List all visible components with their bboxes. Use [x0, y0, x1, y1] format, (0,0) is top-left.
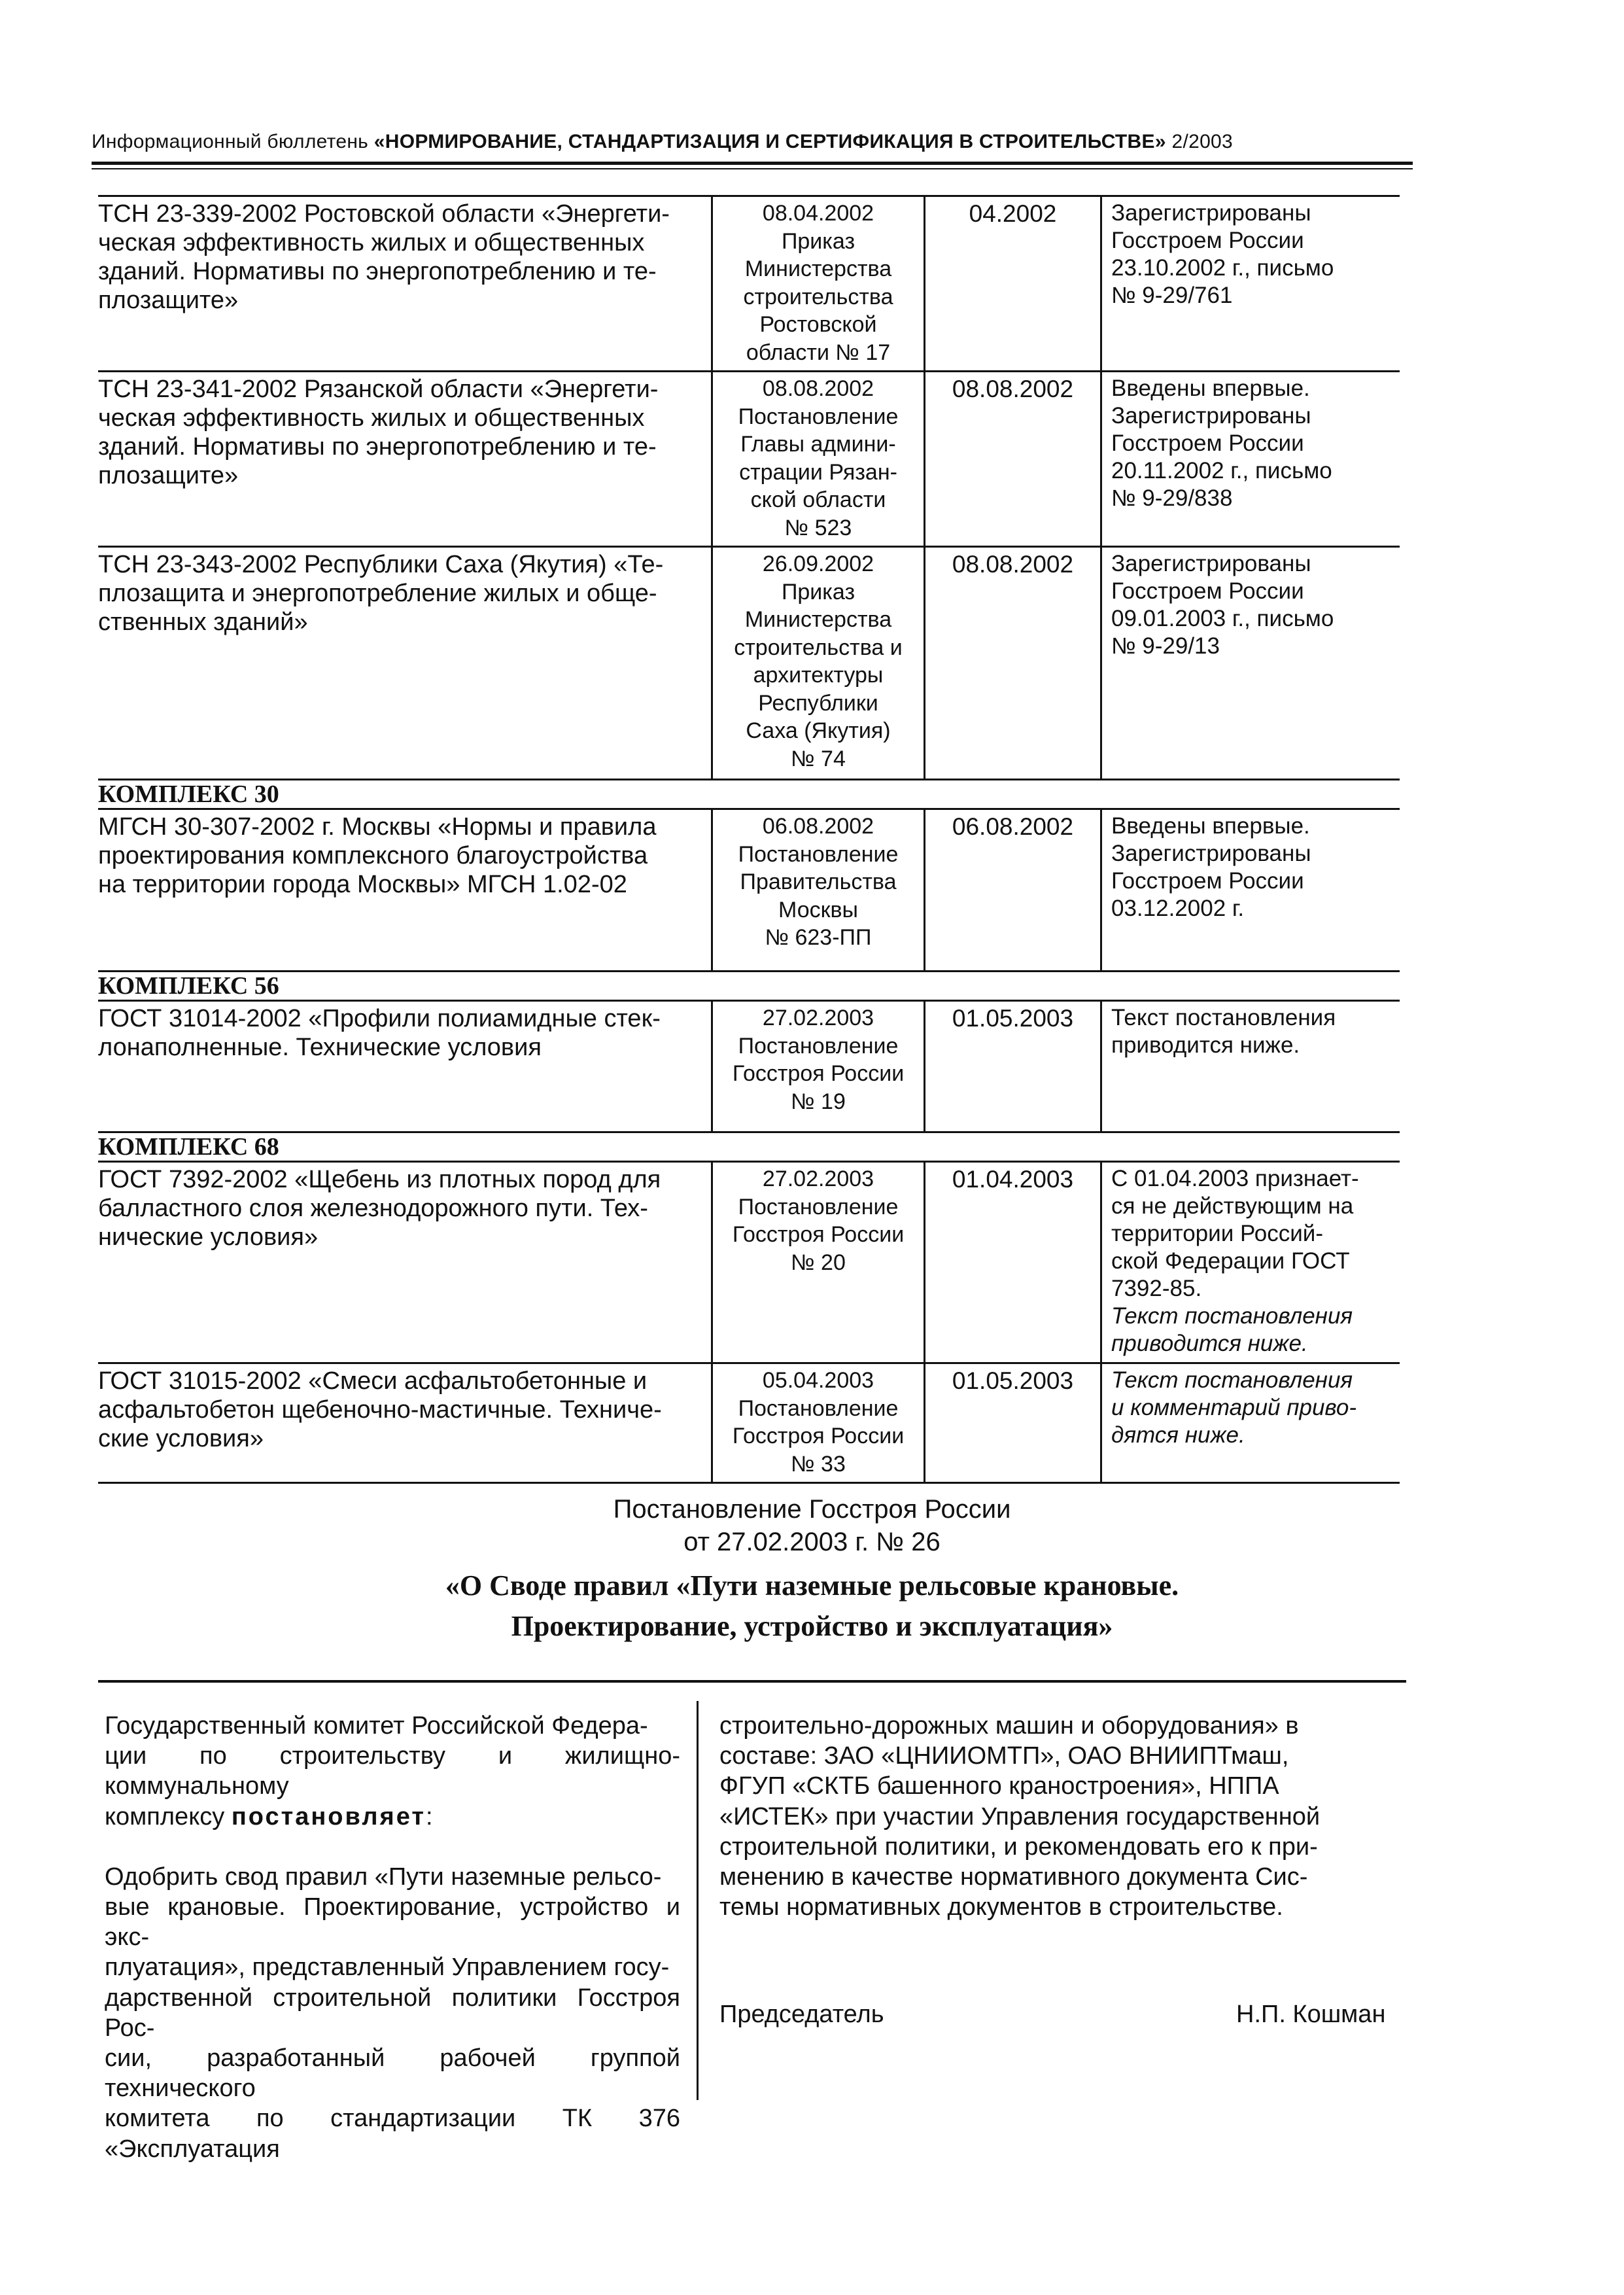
effective-date-cell: 01.05.2003	[925, 1364, 1102, 1482]
cell-line: ской Федерации ГОСТ	[1111, 1248, 1350, 1274]
cell-line: асфальтобетон щебеночно-мастичные. Техниче-	[98, 1396, 662, 1424]
body-line: Государственный комитет Российской Федера-	[105, 1712, 648, 1740]
resolution-line2: от 27.02.2003 г. № 26	[683, 1528, 941, 1556]
cell-line: ТСН 23-343-2002 Республики Саха (Якутия) «Те-	[98, 551, 664, 578]
note-cell	[1102, 810, 1400, 970]
cell-line: нические условия»	[98, 1223, 319, 1251]
body-line: комплексу	[105, 1802, 232, 1831]
cell-line: Госстроя России	[732, 1222, 905, 1247]
cell-line: 27.02.2003	[762, 1166, 874, 1191]
cell-line: строительства	[743, 284, 893, 309]
cell-line: ской области	[750, 487, 886, 512]
header-rule-thick	[92, 162, 1413, 165]
body-line: ФГУП «СКТБ башенного краностроения», НППА	[719, 1772, 1279, 1800]
document-cell	[98, 1163, 713, 1362]
header-title: «НОРМИРОВАНИЕ, СТАНДАРТИЗАЦИЯ И СЕРТИФИКАЦИЯ В СТРОИТЕЛЬСТВЕ»	[373, 131, 1166, 152]
cell-line: Ростовской	[759, 312, 877, 337]
body-line: комитета по стандартизации ТК 376 «Эксплуатация	[105, 2105, 680, 2163]
cell-line: зданий. Нормативы по энергопотреблению и те-	[98, 433, 657, 461]
order-cell	[713, 548, 925, 779]
document-cell	[98, 197, 713, 370]
cell-line: ТСН 23-341-2002 Рязанской области «Энергети-	[98, 376, 659, 403]
cell-line: Зарегистрированы	[1111, 200, 1311, 226]
body-para-1	[105, 1711, 680, 1832]
cell-line: приводится ниже.	[1111, 1331, 1308, 1356]
resolution-title2: Проектирование, устройство и эксплуатация»	[511, 1610, 1113, 1642]
cell-line: Текст постановления	[1111, 1303, 1353, 1329]
effective-date-cell: 08.08.2002	[925, 372, 1102, 546]
body-para-2	[105, 1862, 680, 2164]
cell-line: Приказ	[781, 579, 855, 604]
signature-name: Н.П. Кошман	[1236, 2001, 1386, 2028]
cell-line: 05.04.2003	[762, 1368, 874, 1393]
cell-line: Госстроем России	[1111, 578, 1304, 604]
cell-line: Введены впервые.	[1111, 376, 1310, 401]
cell-line: на территории города Москвы» МГСН 1.02-02	[98, 871, 627, 898]
cell-line: Текст постановления	[1111, 1367, 1353, 1393]
body-line: Одобрить свод правил «Пути наземные рельсо-	[105, 1863, 662, 1891]
cell-line: Министерства	[744, 607, 892, 632]
cell-line: Постановление	[738, 1395, 899, 1421]
body-line: составе: ЗАО «ЦНИИОМТП», ОАО ВНИИПТмаш,	[719, 1742, 1289, 1770]
cell-line: Министерства	[744, 256, 892, 281]
cell-line: 26.09.2002	[762, 552, 874, 576]
body-line: менению в качестве нормативного документа Сис-	[719, 1863, 1308, 1891]
body-para-3	[719, 1711, 1400, 1922]
section-heading: КОМПЛЕКС 30	[98, 779, 1400, 808]
body-line: сии, разработанный рабочей группой технического	[105, 2044, 680, 2103]
table-row	[98, 1161, 1400, 1362]
note-cell	[1102, 548, 1400, 779]
cell-line: ТСН 23-339-2002 Ростовской области «Энергети-	[98, 200, 670, 228]
body-left-column	[105, 1711, 680, 2164]
resolution-line1: Постановление Госстроя России	[613, 1495, 1011, 1524]
order-cell	[713, 1163, 925, 1362]
body-right-column	[719, 1711, 1400, 1922]
document-cell	[98, 1002, 713, 1131]
cell-line: лонаполненные. Технические условия	[98, 1034, 542, 1061]
cell-line: 23.10.2002 г., письмо	[1111, 255, 1334, 281]
cell-line: строительства и	[734, 635, 903, 660]
cell-line: № 523	[784, 515, 852, 540]
cell-line: Введены впервые.	[1111, 813, 1310, 839]
resolution-title1: «О Своде правил «Пути наземные рельсовые крановые.	[445, 1569, 1179, 1602]
order-cell	[713, 372, 925, 546]
cell-line: Постановление	[738, 1033, 899, 1059]
cell-line: 20.11.2002 г., письмо	[1111, 458, 1332, 483]
column-divider	[697, 1701, 699, 2100]
cell-line: области № 17	[746, 340, 891, 365]
cell-line: 08.08.2002	[762, 376, 874, 401]
running-header	[92, 131, 1233, 153]
table-row	[98, 370, 1400, 546]
signature-role: Председатель	[719, 2001, 884, 2028]
cell-line: № 623-ПП	[765, 925, 872, 950]
document-cell	[98, 1364, 713, 1482]
header-rule-thin	[92, 168, 1413, 169]
cell-line: 09.01.2003 г., письмо	[1111, 606, 1334, 631]
table-row	[98, 546, 1400, 779]
cell-line: ГОСТ 31014-2002 «Профили полиамидные стек-	[98, 1005, 661, 1032]
cell-line: Госстроя России	[732, 1061, 905, 1086]
body-line: ции по строительству и жилищно-коммунальному	[105, 1742, 680, 1800]
note-cell	[1102, 1163, 1400, 1362]
order-cell	[713, 810, 925, 970]
cell-line: № 19	[791, 1089, 846, 1114]
cell-line: Главы админи-	[740, 432, 896, 457]
note-cell	[1102, 1364, 1400, 1482]
body-line: вые крановые. Проектирование, устройство и экс-	[105, 1893, 680, 1952]
cell-line: № 20	[791, 1250, 846, 1275]
cell-line: № 74	[791, 746, 846, 771]
registry-table	[98, 195, 1400, 1484]
cell-line: Правительства	[740, 869, 897, 894]
section-heading: КОМПЛЕКС 68	[98, 1131, 1400, 1161]
cell-line: № 9-29/838	[1111, 485, 1233, 511]
table-row	[98, 808, 1400, 970]
effective-date-cell: 01.05.2003	[925, 1002, 1102, 1131]
cell-line: 27.02.2003	[762, 1006, 874, 1030]
decree-verb: постановляет	[231, 1802, 426, 1831]
cell-line: плозащите»	[98, 287, 239, 314]
body-line: :	[425, 1802, 433, 1831]
cell-line: ГОСТ 7392-2002 «Щебень из плотных пород для	[98, 1166, 661, 1193]
table-row	[98, 1362, 1400, 1484]
cell-line: Приказ	[781, 228, 855, 254]
cell-line: территории Россий-	[1111, 1221, 1324, 1246]
effective-date-cell: 06.08.2002	[925, 810, 1102, 970]
cell-line: Постановление	[738, 404, 899, 429]
body-line: «ИСТЕК» при участии Управления государственной	[719, 1802, 1321, 1831]
body-line: плуатация», представленный Управлением госу-	[105, 1953, 670, 1982]
cell-line: зданий. Нормативы по энергопотреблению и те-	[98, 258, 657, 285]
cell-line: Постановление	[738, 841, 899, 867]
document-cell	[98, 372, 713, 546]
cell-line: Москвы	[778, 897, 858, 922]
document-cell	[98, 548, 713, 779]
cell-line: плозащита и энергопотребление жилых и обще-	[98, 580, 657, 607]
cell-line: плозащите»	[98, 462, 239, 489]
cell-line: Зарегистрированы	[1111, 403, 1311, 429]
header-prefix: Информационный бюллетень	[92, 131, 369, 152]
order-cell	[713, 197, 925, 370]
cell-line: и комментарий приво-	[1111, 1395, 1357, 1420]
body-top-rule	[98, 1680, 1406, 1683]
note-cell	[1102, 197, 1400, 370]
section-heading: КОМПЛЕКС 56	[98, 970, 1400, 1000]
cell-line: Текст постановления	[1111, 1005, 1336, 1030]
cell-line: С 01.04.2003 признает-	[1111, 1166, 1359, 1191]
cell-line: архитектуры	[753, 663, 884, 688]
cell-line: № 33	[791, 1451, 846, 1477]
effective-date-cell: 04.2002	[925, 197, 1102, 370]
cell-line: МГСН 30-307-2002 г. Москвы «Нормы и правила	[98, 813, 657, 841]
cell-line: Зарегистрированы	[1111, 551, 1311, 576]
cell-line: № 9-29/13	[1111, 633, 1220, 659]
cell-line: ские условия»	[98, 1425, 264, 1452]
body-line: строительно-дорожных машин и оборудования» в	[719, 1712, 1299, 1740]
order-cell	[713, 1002, 925, 1131]
cell-line: Госстроем России	[1111, 868, 1304, 894]
cell-line: Зарегистрированы	[1111, 841, 1311, 866]
table-row	[98, 1000, 1400, 1131]
document-cell	[98, 810, 713, 970]
table-row	[98, 195, 1400, 370]
note-cell	[1102, 372, 1400, 546]
body-line: дарственной строительной политики Госстроя Рос-	[105, 1984, 680, 2042]
cell-line: ГОСТ 31015-2002 «Смеси асфальтобетонные и	[98, 1367, 648, 1395]
cell-line: ческая эффективность жилых и общественных	[98, 404, 645, 432]
cell-line: № 9-29/761	[1111, 283, 1233, 308]
header-issue: 2/2003	[1171, 131, 1234, 152]
cell-line: 06.08.2002	[762, 814, 874, 839]
cell-line: Постановление	[738, 1194, 899, 1219]
cell-line: страции Рязан-	[739, 459, 897, 485]
body-line: строительной политики, и рекомендовать его к при-	[719, 1832, 1318, 1861]
cell-line: приводится ниже.	[1111, 1032, 1300, 1058]
cell-line: 03.12.2002 г.	[1111, 896, 1245, 921]
cell-line: Госстроя России	[732, 1424, 905, 1448]
cell-line: Госстроем России	[1111, 430, 1304, 456]
effective-date-cell: 08.08.2002	[925, 548, 1102, 779]
cell-line: Саха (Якутия)	[746, 718, 891, 743]
effective-date-cell: 01.04.2003	[925, 1163, 1102, 1362]
cell-line: проектирования комплексного благоустройства	[98, 842, 648, 869]
cell-line: дятся ниже.	[1111, 1422, 1245, 1448]
cell-line: ческая эффективность жилых и общественных	[98, 229, 645, 256]
cell-line: ственных зданий»	[98, 608, 308, 636]
cell-line: 08.04.2002	[762, 201, 874, 226]
note-cell	[1102, 1002, 1400, 1131]
order-cell	[713, 1364, 925, 1482]
cell-line: балластного слоя железнодорожного пути. Тех-	[98, 1195, 648, 1222]
cell-line: Госстроем России	[1111, 228, 1304, 253]
body-line: темы нормативных документов в строительстве.	[719, 1893, 1283, 1921]
cell-line: 7392-85.	[1111, 1276, 1202, 1301]
cell-line: Республики	[758, 690, 878, 716]
cell-line: ся не действующим на	[1111, 1193, 1354, 1219]
